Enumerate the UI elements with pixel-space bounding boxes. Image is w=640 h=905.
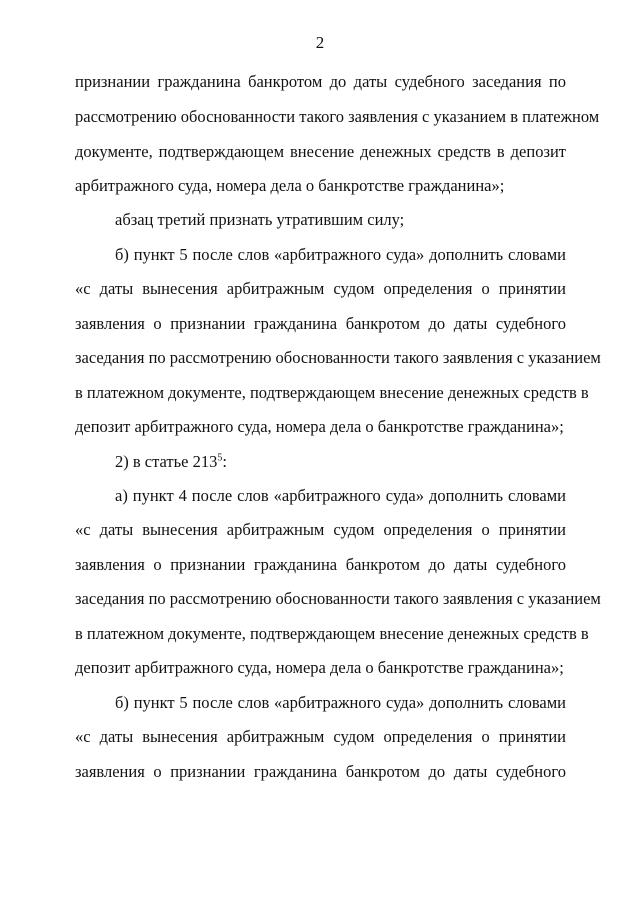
article-heading-suffix: : — [222, 452, 227, 471]
text-line: «с даты вынесения арбитражным судом определения о принятии — [75, 520, 566, 539]
article-superscript: 5 — [217, 452, 223, 464]
text-line: абзац третий признать утратившим силу; — [115, 210, 405, 229]
article-heading-text: 2) в статье 213 — [115, 452, 218, 471]
text-line: б) пункт 5 после слов «арбитражного суда» дополнить словами — [115, 245, 566, 264]
text-line: в платежном документе, подтверждающем внесение денежных средств в — [75, 383, 589, 402]
text-line: б) пункт 5 после слов «арбитражного суда» дополнить словами — [115, 693, 566, 712]
text-line: депозит арбитражного суда, номера дела о банкротстве гражданина»; — [75, 417, 564, 436]
text-line: заявления о признании гражданина банкротом до даты судебного — [75, 314, 566, 333]
text-line: депозит арбитражного суда, номера дела о банкротстве гражданина»; — [75, 658, 564, 677]
text-line: арбитражного суда, номера дела о банкротстве гражданина»; — [75, 176, 505, 195]
text-line: заявления о признании гражданина банкротом до даты судебного — [75, 555, 566, 574]
page-number: 2 — [315, 33, 325, 52]
text-line: заявления о признании гражданина банкротом до даты судебного — [75, 762, 566, 781]
text-line: «с даты вынесения арбитражным судом определения о принятии — [75, 279, 566, 298]
text-line: заседания по рассмотрению обоснованности такого заявления с указанием — [75, 589, 601, 608]
text-line: «с даты вынесения арбитражным судом определения о принятии — [75, 727, 566, 746]
text-line: а) пункт 4 после слов «арбитражного суда» дополнить словами — [115, 486, 566, 505]
text-line: рассмотрению обоснованности такого заявления с указанием в платежном — [75, 107, 600, 126]
text-line: документе, подтверждающем внесение денежных средств в депозит — [75, 142, 566, 161]
text-line: признании гражданина банкротом до даты судебного заседания по — [75, 72, 566, 91]
text-line: заседания по рассмотрению обоснованности такого заявления с указанием — [75, 348, 601, 367]
article-heading — [75, 452, 566, 472]
text-line: в платежном документе, подтверждающем внесение денежных средств в — [75, 624, 589, 643]
